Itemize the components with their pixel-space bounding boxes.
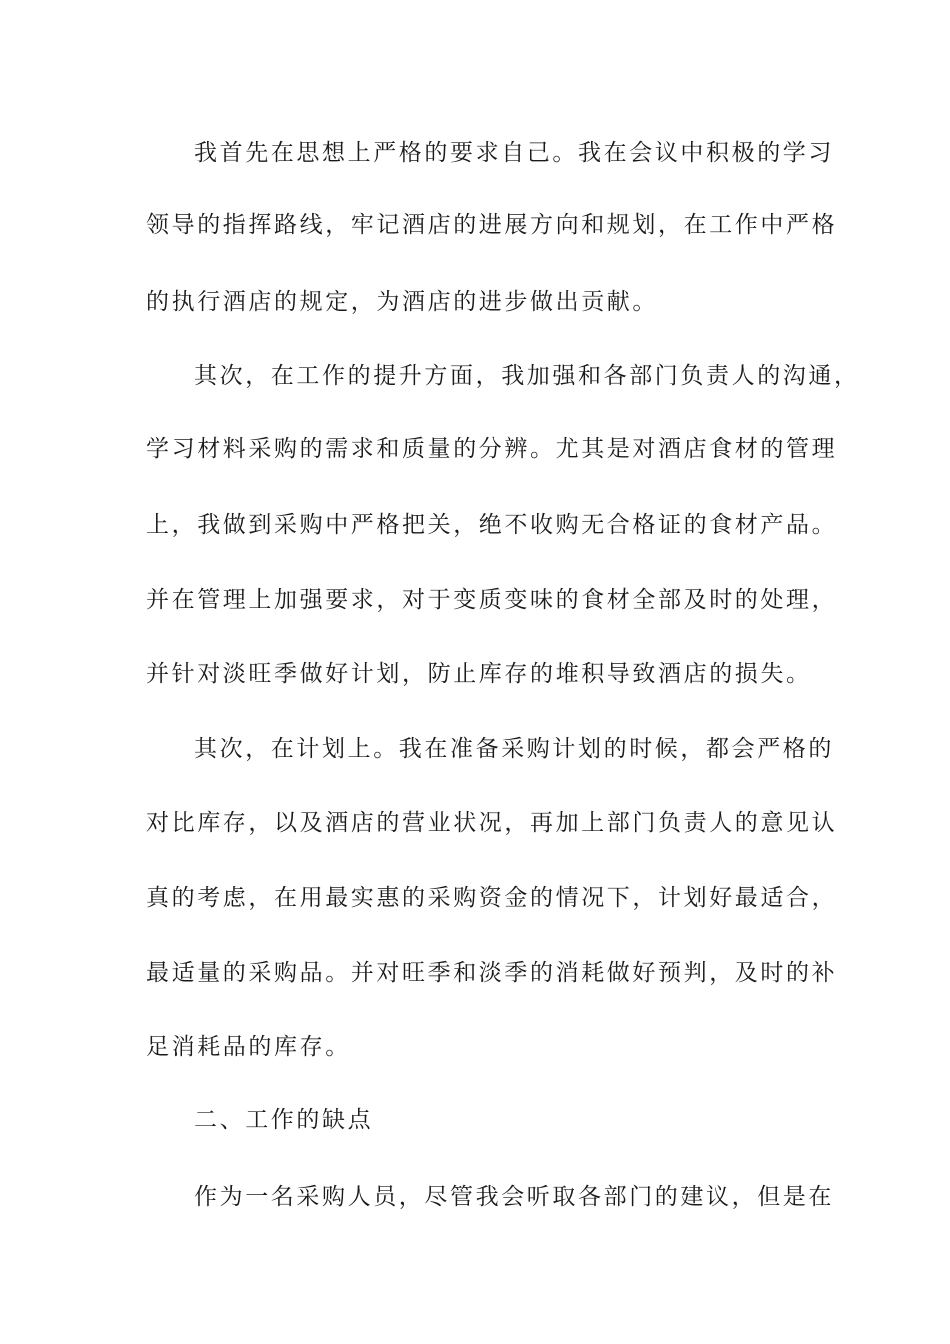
text-line-9: 其次，在计划上。我在准备采购计划的时候，都会严格的: [194, 736, 834, 762]
text-line-12: 最适量的采购品。并对旺季和淡季的消耗做好预判，及时的补: [146, 960, 838, 986]
text-line-8: 并针对淡旺季做好计划，防止库存的堆积导致酒店的损失。: [146, 661, 812, 687]
text-line-7: 并在管理上加强要求，对于变质变味的食材全部及时的处理，: [146, 587, 838, 613]
text-line-10: 对比库存，以及酒店的营业状况，再加上部门负责人的意见认: [146, 810, 838, 836]
text-line-13: 足消耗品的库存。: [146, 1034, 351, 1060]
text-line-11: 真的考虑，在用最实惠的采购资金的情况下，计划好最适合，: [146, 885, 838, 911]
text-line-5: 学习材料采购的需求和质量的分辨。尤其是对酒店食材的管理: [146, 436, 838, 462]
section-heading: 二、工作的缺点: [194, 1107, 374, 1133]
text-line-4: 其次，在工作的提升方面，我加强和各部门负责人的沟通，: [194, 363, 860, 389]
text-line-1: 我首先在思想上严格的要求自己。我在会议中积极的学习: [194, 140, 834, 166]
text-line-15: 作为一名采购人员，尽管我会听取各部门的建议，但是在: [194, 1184, 834, 1210]
text-line-6: 上，我做到采购中严格把关，绝不收购无合格证的食材产品。: [146, 512, 838, 538]
text-line-2: 领导的指挥路线，牢记酒店的进展方向和规划，在工作中严格: [146, 212, 838, 238]
text-line-3: 的执行酒店的规定，为酒店的进步做出贡献。: [146, 289, 658, 315]
